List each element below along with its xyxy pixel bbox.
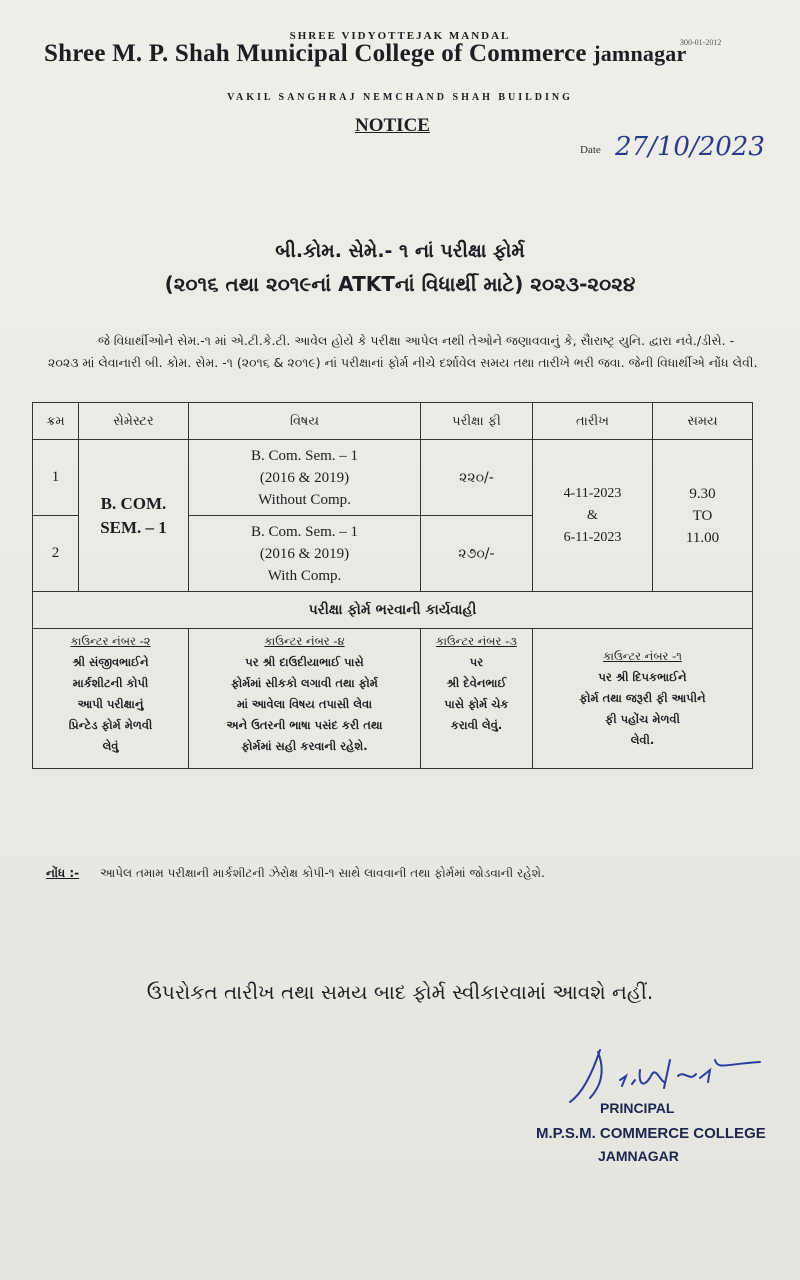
row-serial: 1 [33,440,79,516]
row-serial: 2 [33,516,79,592]
header-time: સમય [653,403,753,440]
counter-heading: કાઉન્ટર નંબર -૨ [70,634,151,648]
counter-line: ફી પહોંચ મેળવી [605,712,680,726]
counter-line: ફોર્મમાં સહી કરવાની રહેશે. [241,739,368,753]
counter-line: પ્રિન્ટેડ ફોર્મ મેળવી [68,718,153,732]
note-text: આપેલ તમામ પરીક્ષાની માર્કશીટની ઝેરોક્ષ કોપી-૧ સાથે લાવવાની તથા ફોર્મમાં જોડવાની રહેશે. [100,866,545,880]
trust-name: SHREE VIDYOTTEJAK MANDAL [289,30,511,42]
date-value: 27/10/2023 [615,132,765,162]
counter-line: આપી પરીક્ષાનું [77,697,144,711]
subject-line: (2016 & 2019) [259,469,350,486]
college-name [44,40,686,68]
notice-title-line1: બી.કોમ. સેમે.- ૧ નાં પરીક્ષા ફોર્મ [275,240,525,262]
signature-title: PRINCIPAL [600,1100,675,1116]
counter-line: ફોર્મ તથા જરૂરી ફી આપીને [579,691,706,705]
final-notice: ઉપરોકત તારીખ તથા સમય બાદ ફોર્મ સ્વીકારવામાં આવશે નહીં. [146,980,654,1004]
fee-cell: ૨૭૦/- [421,516,533,592]
counter-line: શ્રી દેવેનભાઈ [446,676,507,690]
counter-3-cell [421,629,533,769]
counter-2-cell [33,629,189,769]
counter-line: પર [469,655,484,669]
time-line: 9.30 [689,485,716,502]
fee-cell: ૨૨૦/- [421,440,533,516]
date-label: Date [580,144,601,156]
counter-1-cell [533,629,753,769]
counter-4-cell [189,629,421,769]
counter-heading: કાઉન્ટર નંબર -૧ [603,649,682,663]
college-title: Shree M. P. Shah Municipal College of Commerce [44,40,587,67]
counter-line: માર્કશીટની કોપી [72,676,149,690]
date-cell [533,440,653,592]
counter-heading: કાઉન્ટર નંબર -૪ [264,634,345,648]
counter-line: કરાવી લેવું. [450,718,503,732]
counter-line: લેવું [102,739,119,753]
time-cell [653,440,753,592]
table-header-row [33,403,753,440]
exam-schedule-table [32,402,753,769]
header-fee: પરીક્ષા ફી [421,403,533,440]
table-row [33,440,753,516]
subject-line: Without Comp. [258,491,351,508]
header-semester: સેમેસ્ટર [79,403,189,440]
notice-paragraph: જે વિધાર્થીઓને સેમ.-૧ માં એ.ટી.કે.ટી. આવેલ હોયે કે પરીક્ષા આપેલ નથી તેઓને જણાવવાનું કે, સૈારાષ્ટ્ર યુનિ. દ્વારા નવે./ડીસે. - ૨૦૨૩ માં લેવાનારી બી. કોમ. સેમ. -૧ (૨૦૧૬ & ૨૦૧૯) નાં પરીક્ષાનાં ફોર્મ નીચે દર્શાવેલ સમય તથા તારીખે ભરી જવા. જેની વિધાર્થીએ નોંધ લેવી. [48,333,758,370]
counter-heading: કાઉન્ટર નંબર -૩ [436,634,517,648]
building-name: VAKIL SANGHRAJ NEMCHAND SHAH BUILDING [227,92,573,103]
procedure-title: પરીક્ષા ફોર્મ ભરવાની કાર્યવાહી [33,592,753,629]
header-subject: વિષય [189,403,421,440]
counter-line: લેવી. [630,733,655,747]
subject-line: With Comp. [267,567,342,584]
subject-cell [189,516,421,592]
note-label: નોંધ :- [46,866,80,880]
counter-line: પર શ્રી દાઉદીયાભાઈ પાસે [245,655,364,669]
college-city: jamnagar [593,41,687,66]
date-line: 4-11-2023 [563,485,622,501]
counter-line: પાસે ફોર્મ ચેક [444,697,509,711]
subject-line: B. Com. Sem. – 1 [250,523,359,540]
counter-line: માં આવેલા વિષય તપાસી લેવા [236,697,373,711]
notice-heading: NOTICE [355,115,430,136]
counter-line: અને ઉતરની ભાષા પસંદ કરી તથા [226,718,383,732]
header-serial: ક્રમ [33,403,79,440]
notice-title-line2: (૨૦૧૬ તથા ૨૦૧૯નાં ATKTનાં વિધાર્થી માટે) ૨૦૨૩-૨૦૨૪ [164,272,636,296]
header-date: તારીખ [533,403,653,440]
time-line: TO [692,507,713,524]
time-line: 11.00 [685,529,720,546]
subject-line: (2016 & 2019) [259,545,350,562]
signature-org: M.P.S.M. COMMERCE COLLEGE [536,1125,766,1142]
semester-cell: B. COM. SEM. – 1 [79,440,189,592]
reference-number: 300-01-2012 [680,38,722,47]
date-line: 6-11-2023 [563,529,622,545]
counter-line: ફોર્મમાં સીકકો લગાવી તથા ફોર્મ [231,676,378,690]
counter-line: પર શ્રી દિપકભાઈને [598,670,687,684]
subject-line: B. Com. Sem. – 1 [250,447,359,464]
counter-line: શ્રી સંજીવભાઈને [72,655,149,669]
counters-row [33,629,753,769]
signature-place: JAMNAGAR [598,1148,679,1164]
date-line: & [587,507,598,523]
procedure-title-row [33,592,753,629]
subject-cell [189,440,421,516]
